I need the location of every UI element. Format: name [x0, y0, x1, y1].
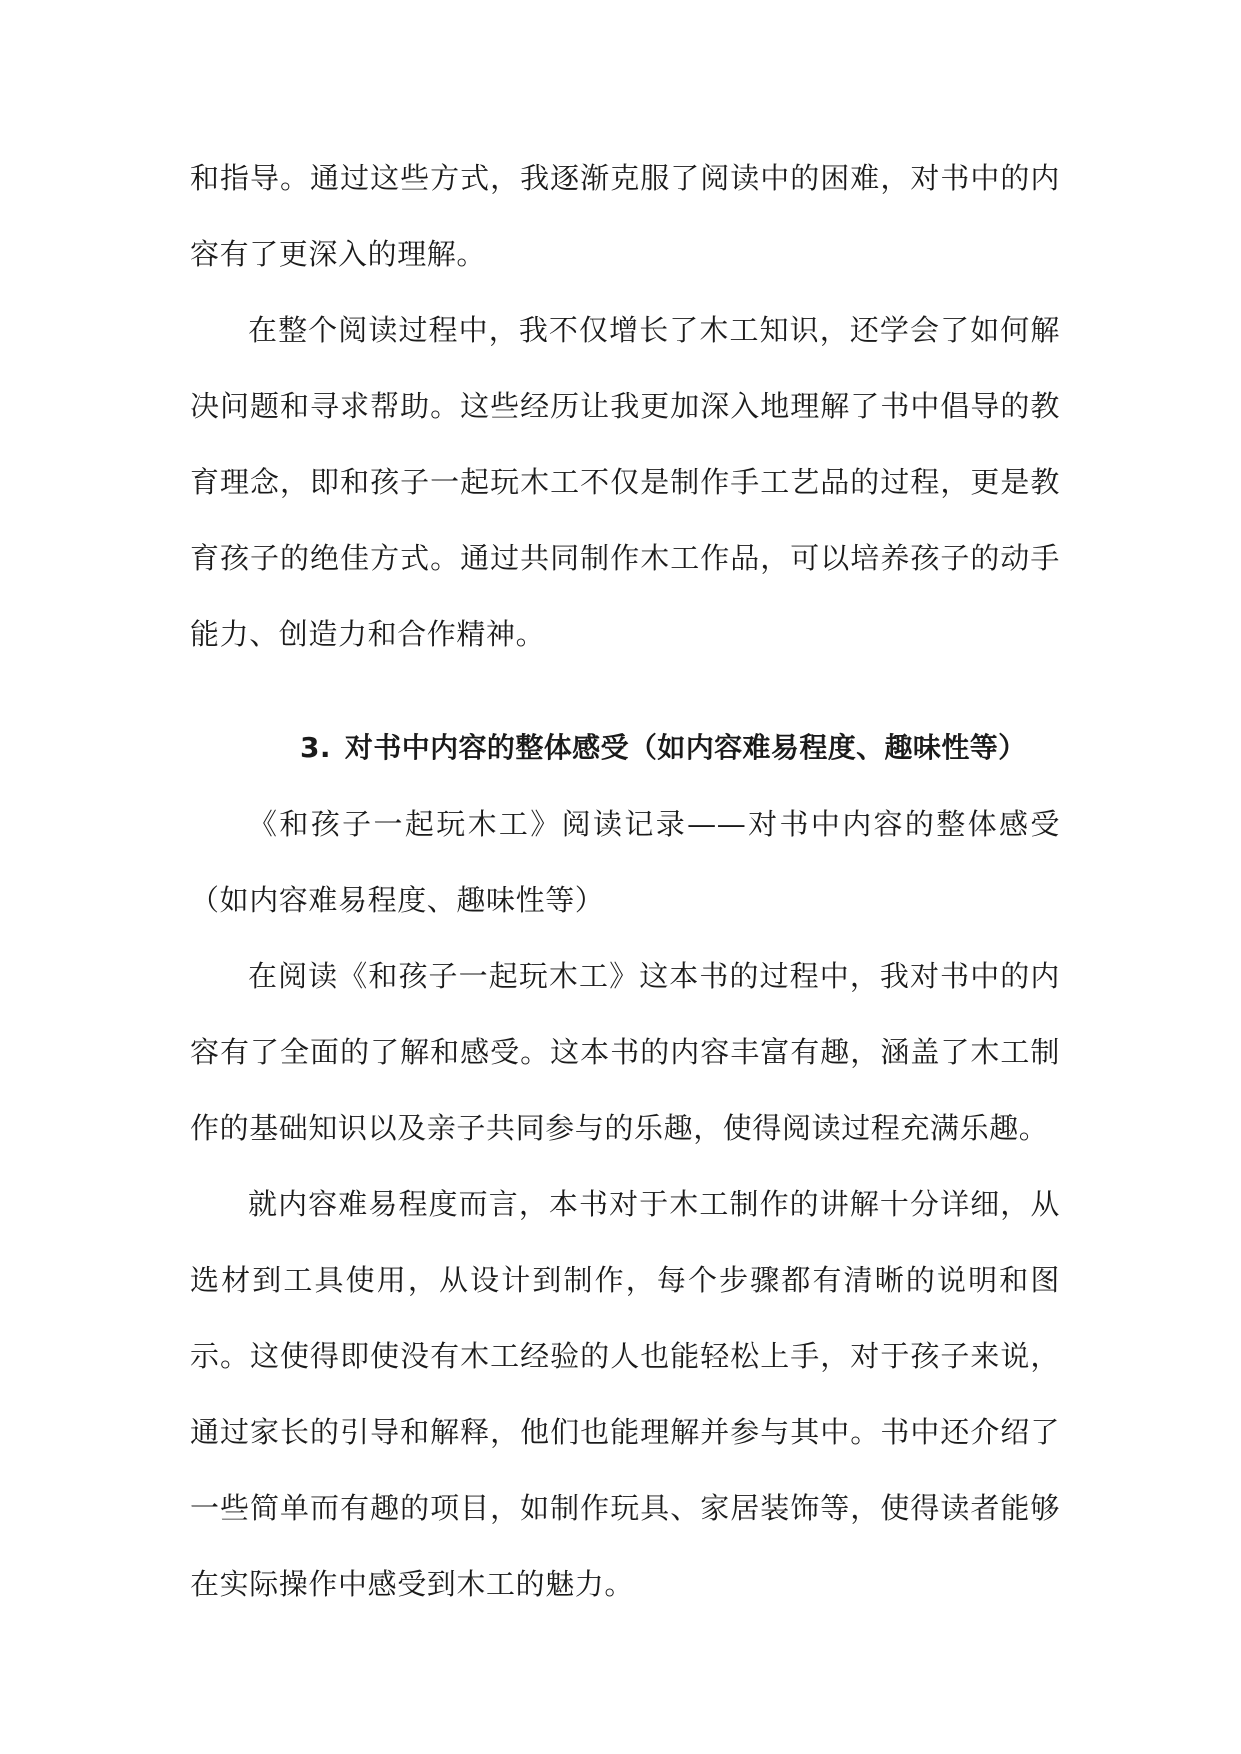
paragraph-difficulty: 就内容难易程度而言，本书对于木工制作的讲解十分详细，从选材到工具使用，从设计到制作，每个步骤都有清晰的说明和图示。这使得即使没有木工经验的人也能轻松上手，对于孩子来说，通过家长的引导和解释，他们也能理解并参与其中。书中还介绍了一些简单而有趣的项目，如制作玩具、家居装饰等，使得读者能够在实际操作中感受到木工的魅力。 [190, 1187, 1060, 1601]
section-heading [190, 710, 1060, 786]
section-title: 对书中内容的整体感受（如内容难易程度、趣味性等） [344, 731, 1027, 764]
document-body [190, 140, 1060, 1622]
paragraph-reading-process: 在整个阅读过程中，我不仅增长了木工知识，还学会了如何解决问题和寻求帮助。这些经历让我更加深入地理解了书中倡导的教育理念，即和孩子一起玩木工不仅是制作手工艺品的过程，更是教育孩子的绝佳方式。通过共同制作木工作品，可以培养孩子的动手能力、创造力和合作精神。 [190, 313, 1060, 651]
paragraph-record-title: 《和孩子一起玩木工》阅读记录——对书中内容的整体感受（如内容难易程度、趣味性等） [190, 807, 1060, 917]
paragraph-continuation: 和指导。通过这些方式，我逐渐克服了阅读中的困难，对书中的内容有了更深入的理解。 [190, 161, 1060, 271]
paragraph-overall-impression: 在阅读《和孩子一起玩木工》这本书的过程中，我对书中的内容有了全面的了解和感受。这本书的内容丰富有趣，涵盖了木工制作的基础知识以及亲子共同参与的乐趣，使得阅读过程充满乐趣。 [190, 959, 1060, 1145]
section-number: 3. [300, 731, 331, 764]
